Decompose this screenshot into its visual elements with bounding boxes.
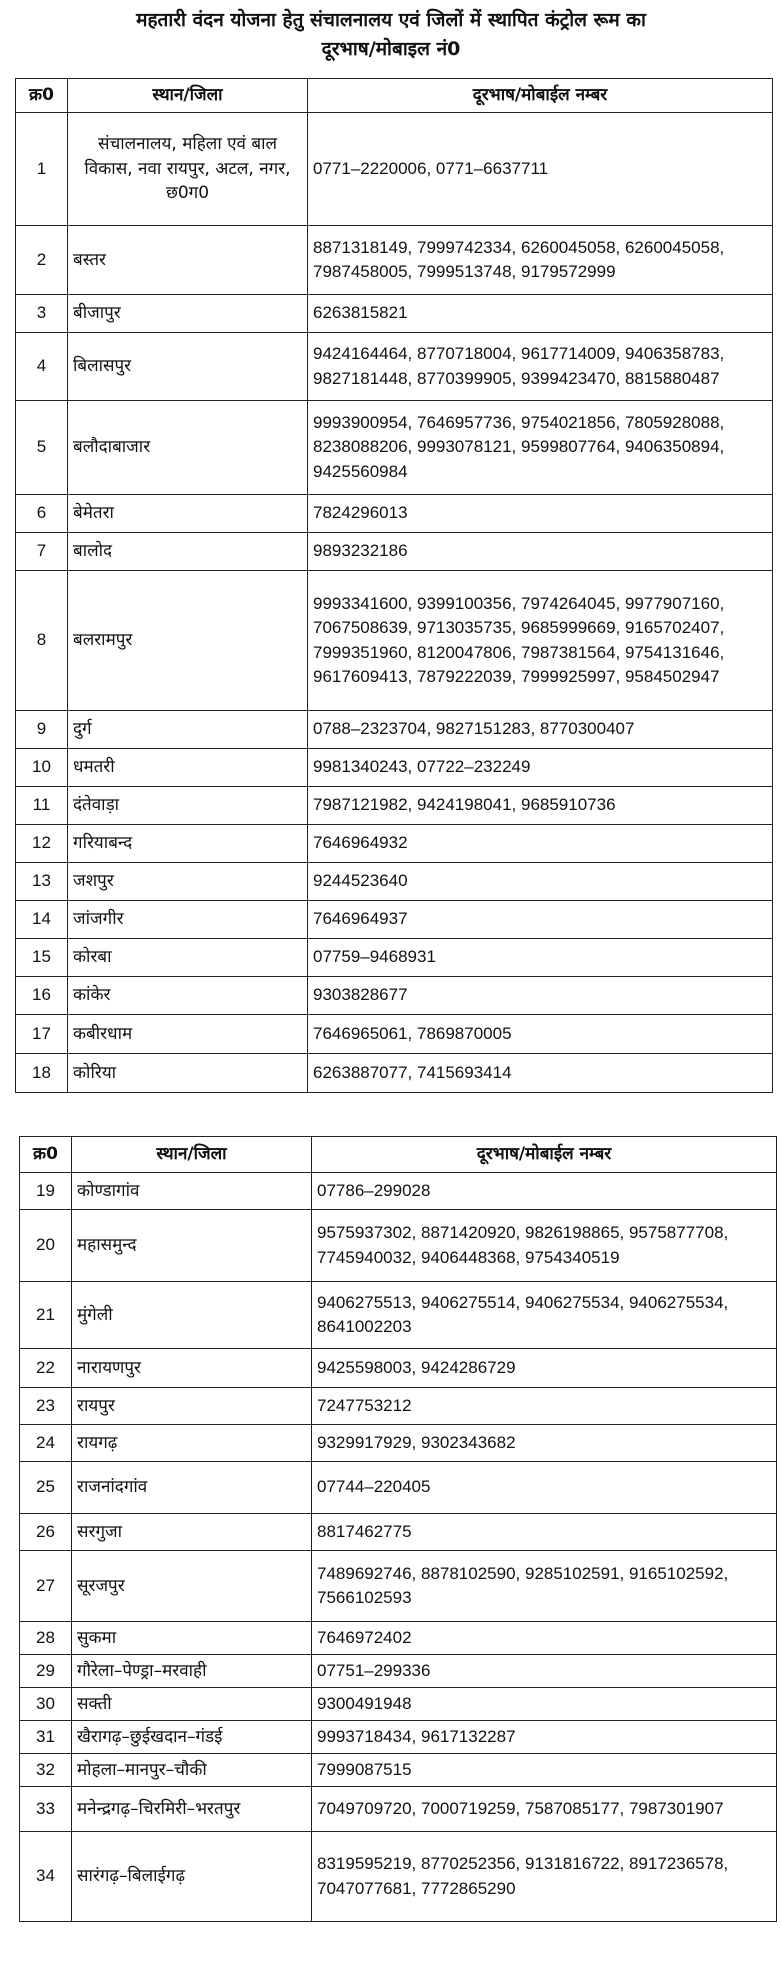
- place-cell: जशपुर: [68, 863, 308, 901]
- phone-cell: 8817462775: [312, 1514, 777, 1551]
- serial-cell: 12: [16, 825, 68, 863]
- place-cell: गरियाबन्द: [68, 825, 308, 863]
- table-row: [20, 1787, 777, 1832]
- serial-cell: 8: [16, 571, 68, 711]
- serial-header: क्र0: [20, 1137, 72, 1173]
- table-row: [16, 113, 773, 226]
- phone-cell: 9329917929, 9302343682: [312, 1425, 777, 1462]
- table-row: [16, 1015, 773, 1054]
- place-cell: मुंगेली: [72, 1282, 312, 1349]
- table-row: [20, 1514, 777, 1551]
- place-header: स्थान/जिला: [72, 1137, 312, 1173]
- place-cell: संचालनालय, महिला एवं बाल विकास, नवा रायपुर, अटल, नगर, छ0ग0: [68, 113, 308, 226]
- table-row: [16, 226, 773, 295]
- serial-cell: 17: [16, 1015, 68, 1054]
- place-cell: धमतरी: [68, 749, 308, 787]
- place-cell: रायपुर: [72, 1388, 312, 1425]
- place-cell: दंतेवाड़ा: [68, 787, 308, 825]
- place-cell: बस्तर: [68, 226, 308, 295]
- phone-cell: 0788–2323704, 9827151283, 8770300407: [308, 711, 773, 749]
- place-cell: बेमेतरा: [68, 495, 308, 533]
- serial-cell: 30: [20, 1688, 72, 1721]
- table-row: [20, 1688, 777, 1721]
- phone-cell: 7489692746, 8878102590, 9285102591, 9165102592, 7566102593: [312, 1551, 777, 1622]
- control-room-table-1: [15, 78, 773, 1093]
- phone-cell: 9575937302, 8871420920, 9826198865, 9575877708, 7745940032, 9406448368, 9754340519: [312, 1210, 777, 1282]
- place-cell: कोण्डागांव: [72, 1173, 312, 1210]
- place-cell: बिलासपुर: [68, 333, 308, 401]
- serial-cell: 21: [20, 1282, 72, 1349]
- table-row: [16, 863, 773, 901]
- place-cell: बलरामपुर: [68, 571, 308, 711]
- phone-cell: 9425598003, 9424286729: [312, 1349, 777, 1388]
- serial-cell: 24: [20, 1425, 72, 1462]
- serial-cell: 15: [16, 939, 68, 977]
- serial-cell: 2: [16, 226, 68, 295]
- phone-cell: 8871318149, 7999742334, 6260045058, 6260045058, 7987458005, 7999513748, 9179572999: [308, 226, 773, 295]
- phone-header: दूरभाष/मोबाईल नम्बर: [308, 79, 773, 113]
- table-row: [20, 1655, 777, 1688]
- serial-cell: 4: [16, 333, 68, 401]
- serial-cell: 3: [16, 295, 68, 333]
- serial-cell: 18: [16, 1054, 68, 1093]
- place-cell: राजनांदगांव: [72, 1462, 312, 1514]
- table-row: [16, 711, 773, 749]
- serial-cell: 19: [20, 1173, 72, 1210]
- table-row: [16, 825, 773, 863]
- phone-cell: 6263815821: [308, 295, 773, 333]
- table-row: [20, 1210, 777, 1282]
- phone-header: दूरभाष/मोबाईल नम्बर: [312, 1137, 777, 1173]
- table-row: [16, 533, 773, 571]
- phone-cell: 7646964937: [308, 901, 773, 939]
- phone-cell: 07786–299028: [312, 1173, 777, 1210]
- place-cell: सुकमा: [72, 1622, 312, 1655]
- serial-cell: 7: [16, 533, 68, 571]
- table-header-row: [16, 79, 773, 113]
- phone-cell: 9893232186: [308, 533, 773, 571]
- table-row: [20, 1462, 777, 1514]
- place-cell: महासमुन्द: [72, 1210, 312, 1282]
- table-row: [20, 1282, 777, 1349]
- table-row: [20, 1754, 777, 1787]
- table-row: [16, 401, 773, 495]
- place-cell: जांजगीर: [68, 901, 308, 939]
- table-row: [20, 1388, 777, 1425]
- place-cell: गौरेला–पेण्ड्रा–मरवाही: [72, 1655, 312, 1688]
- phone-cell: 9424164464, 8770718004, 9617714009, 9406358783, 9827181448, 8770399905, 9399423470, 8815880487: [308, 333, 773, 401]
- place-cell: सरगुजा: [72, 1514, 312, 1551]
- serial-cell: 16: [16, 977, 68, 1015]
- serial-cell: 23: [20, 1388, 72, 1425]
- phone-cell: 6263887077, 7415693414: [308, 1054, 773, 1093]
- place-cell: मोहला–मानपुर–चौकी: [72, 1754, 312, 1787]
- phone-cell: 8319595219, 8770252356, 9131816722, 8917236578, 7047077681, 7772865290: [312, 1832, 777, 1922]
- phone-cell: 9993718434, 9617132287: [312, 1721, 777, 1754]
- table-row: [16, 333, 773, 401]
- phone-cell: 7646965061, 7869870005: [308, 1015, 773, 1054]
- serial-cell: 31: [20, 1721, 72, 1754]
- table-row: [16, 939, 773, 977]
- place-cell: सूरजपुर: [72, 1551, 312, 1622]
- serial-cell: 13: [16, 863, 68, 901]
- serial-cell: 5: [16, 401, 68, 495]
- phone-cell: 7646972402: [312, 1622, 777, 1655]
- phone-cell: 7987121982, 9424198041, 9685910736: [308, 787, 773, 825]
- place-header: स्थान/जिला: [68, 79, 308, 113]
- phone-cell: 7824296013: [308, 495, 773, 533]
- table-row: [20, 1173, 777, 1210]
- serial-cell: 6: [16, 495, 68, 533]
- place-cell: रायगढ़: [72, 1425, 312, 1462]
- phone-cell: 9406275513, 9406275514, 9406275534, 9406275534, 8641002203: [312, 1282, 777, 1349]
- table-row: [20, 1425, 777, 1462]
- phone-cell: 9300491948: [312, 1688, 777, 1721]
- phone-cell: 7049709720, 7000719259, 7587085177, 7987301907: [312, 1787, 777, 1832]
- place-cell: बलौदाबाजार: [68, 401, 308, 495]
- serial-cell: 27: [20, 1551, 72, 1622]
- place-cell: कबीरधाम: [68, 1015, 308, 1054]
- phone-cell: 7247753212: [312, 1388, 777, 1425]
- place-cell: सक्ती: [72, 1688, 312, 1721]
- serial-cell: 25: [20, 1462, 72, 1514]
- serial-cell: 20: [20, 1210, 72, 1282]
- table-row: [20, 1622, 777, 1655]
- phone-cell: 9303828677: [308, 977, 773, 1015]
- table-header-row: [20, 1137, 777, 1173]
- table-row: [20, 1551, 777, 1622]
- table-row: [20, 1349, 777, 1388]
- phone-cell: 7999087515: [312, 1754, 777, 1787]
- serial-cell: 26: [20, 1514, 72, 1551]
- place-cell: मनेन्द्रगढ़–चिरमिरी–भरतपुर: [72, 1787, 312, 1832]
- serial-cell: 11: [16, 787, 68, 825]
- phone-cell: 9993900954, 7646957736, 9754021856, 7805928088, 8238088206, 9993078121, 9599807764, 9406350894, 9425560984: [308, 401, 773, 495]
- place-cell: नारायणपुर: [72, 1349, 312, 1388]
- place-cell: कांकेर: [68, 977, 308, 1015]
- serial-cell: 33: [20, 1787, 72, 1832]
- phone-cell: 9981340243, 07722–232249: [308, 749, 773, 787]
- serial-cell: 29: [20, 1655, 72, 1688]
- table-row: [16, 1054, 773, 1093]
- place-cell: कोरिया: [68, 1054, 308, 1093]
- title-line-2: दूरभाष/मोबाइल नं0: [321, 38, 461, 60]
- table-row: [16, 977, 773, 1015]
- table-row: [20, 1832, 777, 1922]
- serial-cell: 1: [16, 113, 68, 226]
- table-row: [20, 1721, 777, 1754]
- table-row: [16, 749, 773, 787]
- title-line-1: महतारी वंदन योजना हेतु संचालनालय एवं जिलों में स्थापित कंट्रोल रूम का: [136, 9, 646, 31]
- control-room-table-2: [19, 1136, 777, 1922]
- serial-header: क्र0: [16, 79, 68, 113]
- table-row: [16, 571, 773, 711]
- place-cell: खैरागढ़–छुईखदान–गंडई: [72, 1721, 312, 1754]
- phone-cell: 9993341600, 9399100356, 7974264045, 9977907160, 7067508639, 9713035735, 9685999669, 9165702407, 7999351960, 8120047806, 7987381564, 9754131646, 9617609413, 7879222039, 7999925997, 9584502947: [308, 571, 773, 711]
- serial-cell: 28: [20, 1622, 72, 1655]
- table-row: [16, 787, 773, 825]
- phone-cell: 07759–9468931: [308, 939, 773, 977]
- page-title: [0, 6, 782, 64]
- serial-cell: 32: [20, 1754, 72, 1787]
- serial-cell: 10: [16, 749, 68, 787]
- table-row: [16, 901, 773, 939]
- serial-cell: 22: [20, 1349, 72, 1388]
- place-cell: बीजापुर: [68, 295, 308, 333]
- phone-cell: 07744–220405: [312, 1462, 777, 1514]
- table-row: [16, 495, 773, 533]
- place-cell: बालोद: [68, 533, 308, 571]
- phone-cell: 9244523640: [308, 863, 773, 901]
- place-cell: कोरबा: [68, 939, 308, 977]
- place-cell: दुर्ग: [68, 711, 308, 749]
- phone-cell: 07751–299336: [312, 1655, 777, 1688]
- phone-cell: 7646964932: [308, 825, 773, 863]
- serial-cell: 9: [16, 711, 68, 749]
- phone-cell: 0771–2220006, 0771–6637711: [308, 113, 773, 226]
- place-cell: सारंगढ़–बिलाईगढ़: [72, 1832, 312, 1922]
- table-row: [16, 295, 773, 333]
- serial-cell: 14: [16, 901, 68, 939]
- serial-cell: 34: [20, 1832, 72, 1922]
